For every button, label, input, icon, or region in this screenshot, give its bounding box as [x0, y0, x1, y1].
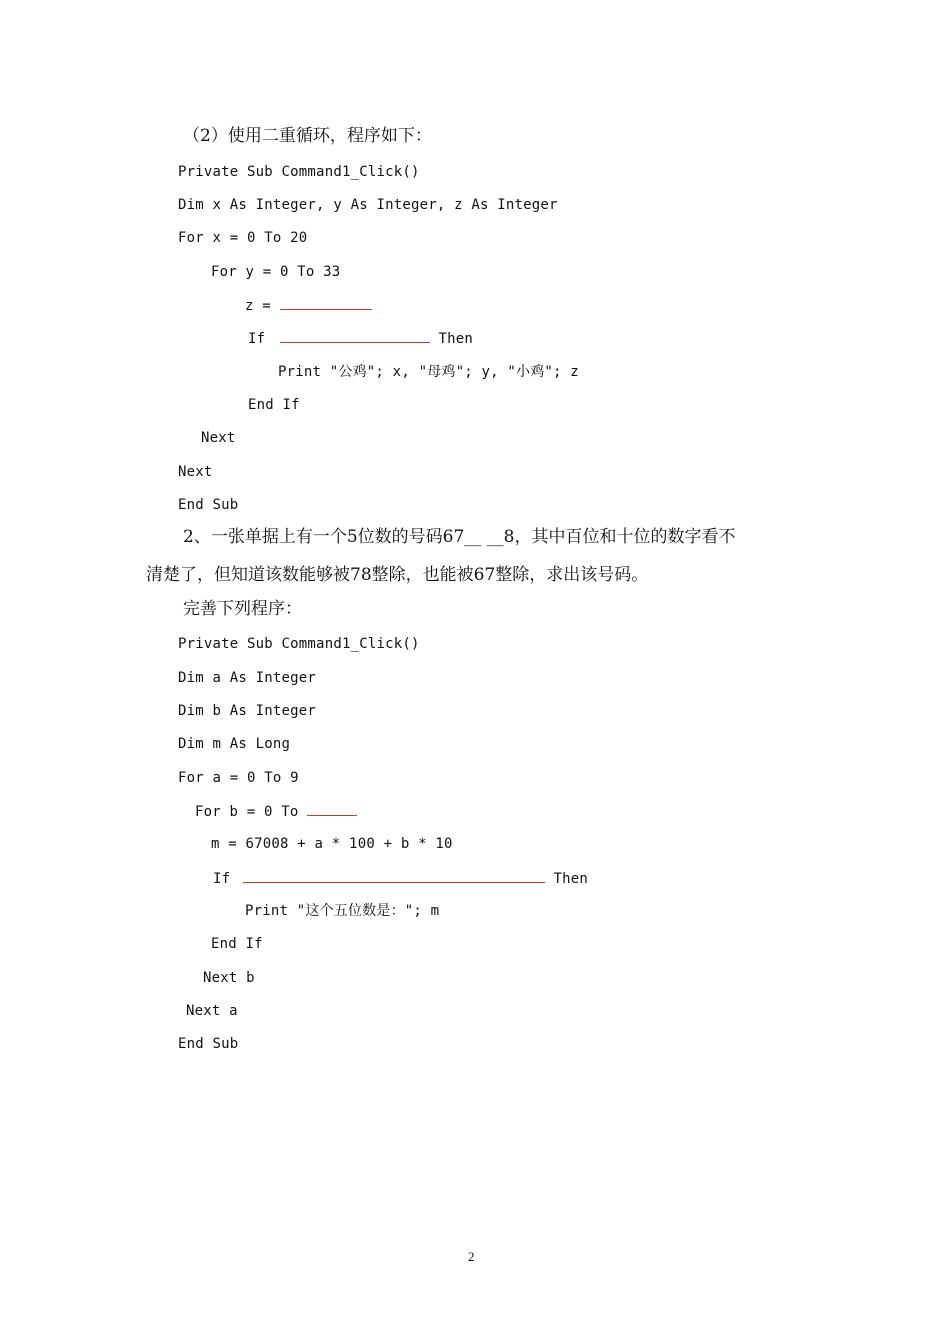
- code-line: Dim m As Long: [178, 736, 291, 752]
- code-line-with-blank: [248, 328, 473, 349]
- page-number: 2: [468, 1249, 475, 1264]
- code-line: m = 67008 + a * 100 + b * 10: [211, 836, 453, 852]
- problem-text: 2、一张单据上有一个5位数的号码67__ __8，其中百位和十位的数字看不: [183, 527, 736, 547]
- code-text: Then: [544, 871, 589, 887]
- code-text: Then: [429, 331, 474, 347]
- code-line-with-blank: [245, 295, 372, 316]
- code-line: End Sub: [178, 1036, 239, 1052]
- code-line: Print "这个五位数是："; m: [245, 903, 440, 919]
- fill-in-blank[interactable]: [243, 868, 545, 883]
- section-heading: （2）使用二重循环，程序如下：: [183, 126, 432, 146]
- fill-in-blank[interactable]: [280, 328, 430, 343]
- code-line-with-blank: [195, 801, 357, 822]
- code-line: Private Sub Command1_Click(): [178, 164, 420, 180]
- code-text: If: [213, 871, 239, 887]
- instruction-text: 完善下列程序：: [183, 599, 302, 619]
- code-line: Next: [178, 464, 213, 480]
- fill-in-blank[interactable]: [280, 295, 372, 310]
- code-line: For x = 0 To 20: [178, 230, 308, 246]
- fill-in-blank[interactable]: [307, 801, 357, 816]
- code-line: For a = 0 To 9: [178, 770, 299, 786]
- code-line: Next b: [203, 970, 255, 986]
- code-line: Dim b As Integer: [178, 703, 317, 719]
- code-line: Dim a As Integer: [178, 670, 317, 686]
- code-line-with-blank: [213, 868, 588, 889]
- code-line: End Sub: [178, 497, 239, 513]
- code-text: z =: [245, 298, 280, 314]
- code-line: For y = 0 To 33: [211, 264, 341, 280]
- problem-text: 清楚了，但知道该数能够被78整除，也能被67整除，求出该号码。: [146, 565, 649, 585]
- code-line: Private Sub Command1_Click(): [178, 636, 420, 652]
- code-text: For b = 0 To: [195, 804, 308, 820]
- code-line: End If: [211, 936, 263, 952]
- code-line: Dim x As Integer, y As Integer, z As Integer: [178, 197, 558, 213]
- code-text: If: [248, 331, 274, 347]
- code-line: Next a: [186, 1003, 238, 1019]
- code-line: Next: [201, 430, 236, 446]
- code-line: End If: [248, 397, 300, 413]
- code-line: Print "公鸡"; x, "母鸡"; y, "小鸡"; z: [278, 364, 579, 380]
